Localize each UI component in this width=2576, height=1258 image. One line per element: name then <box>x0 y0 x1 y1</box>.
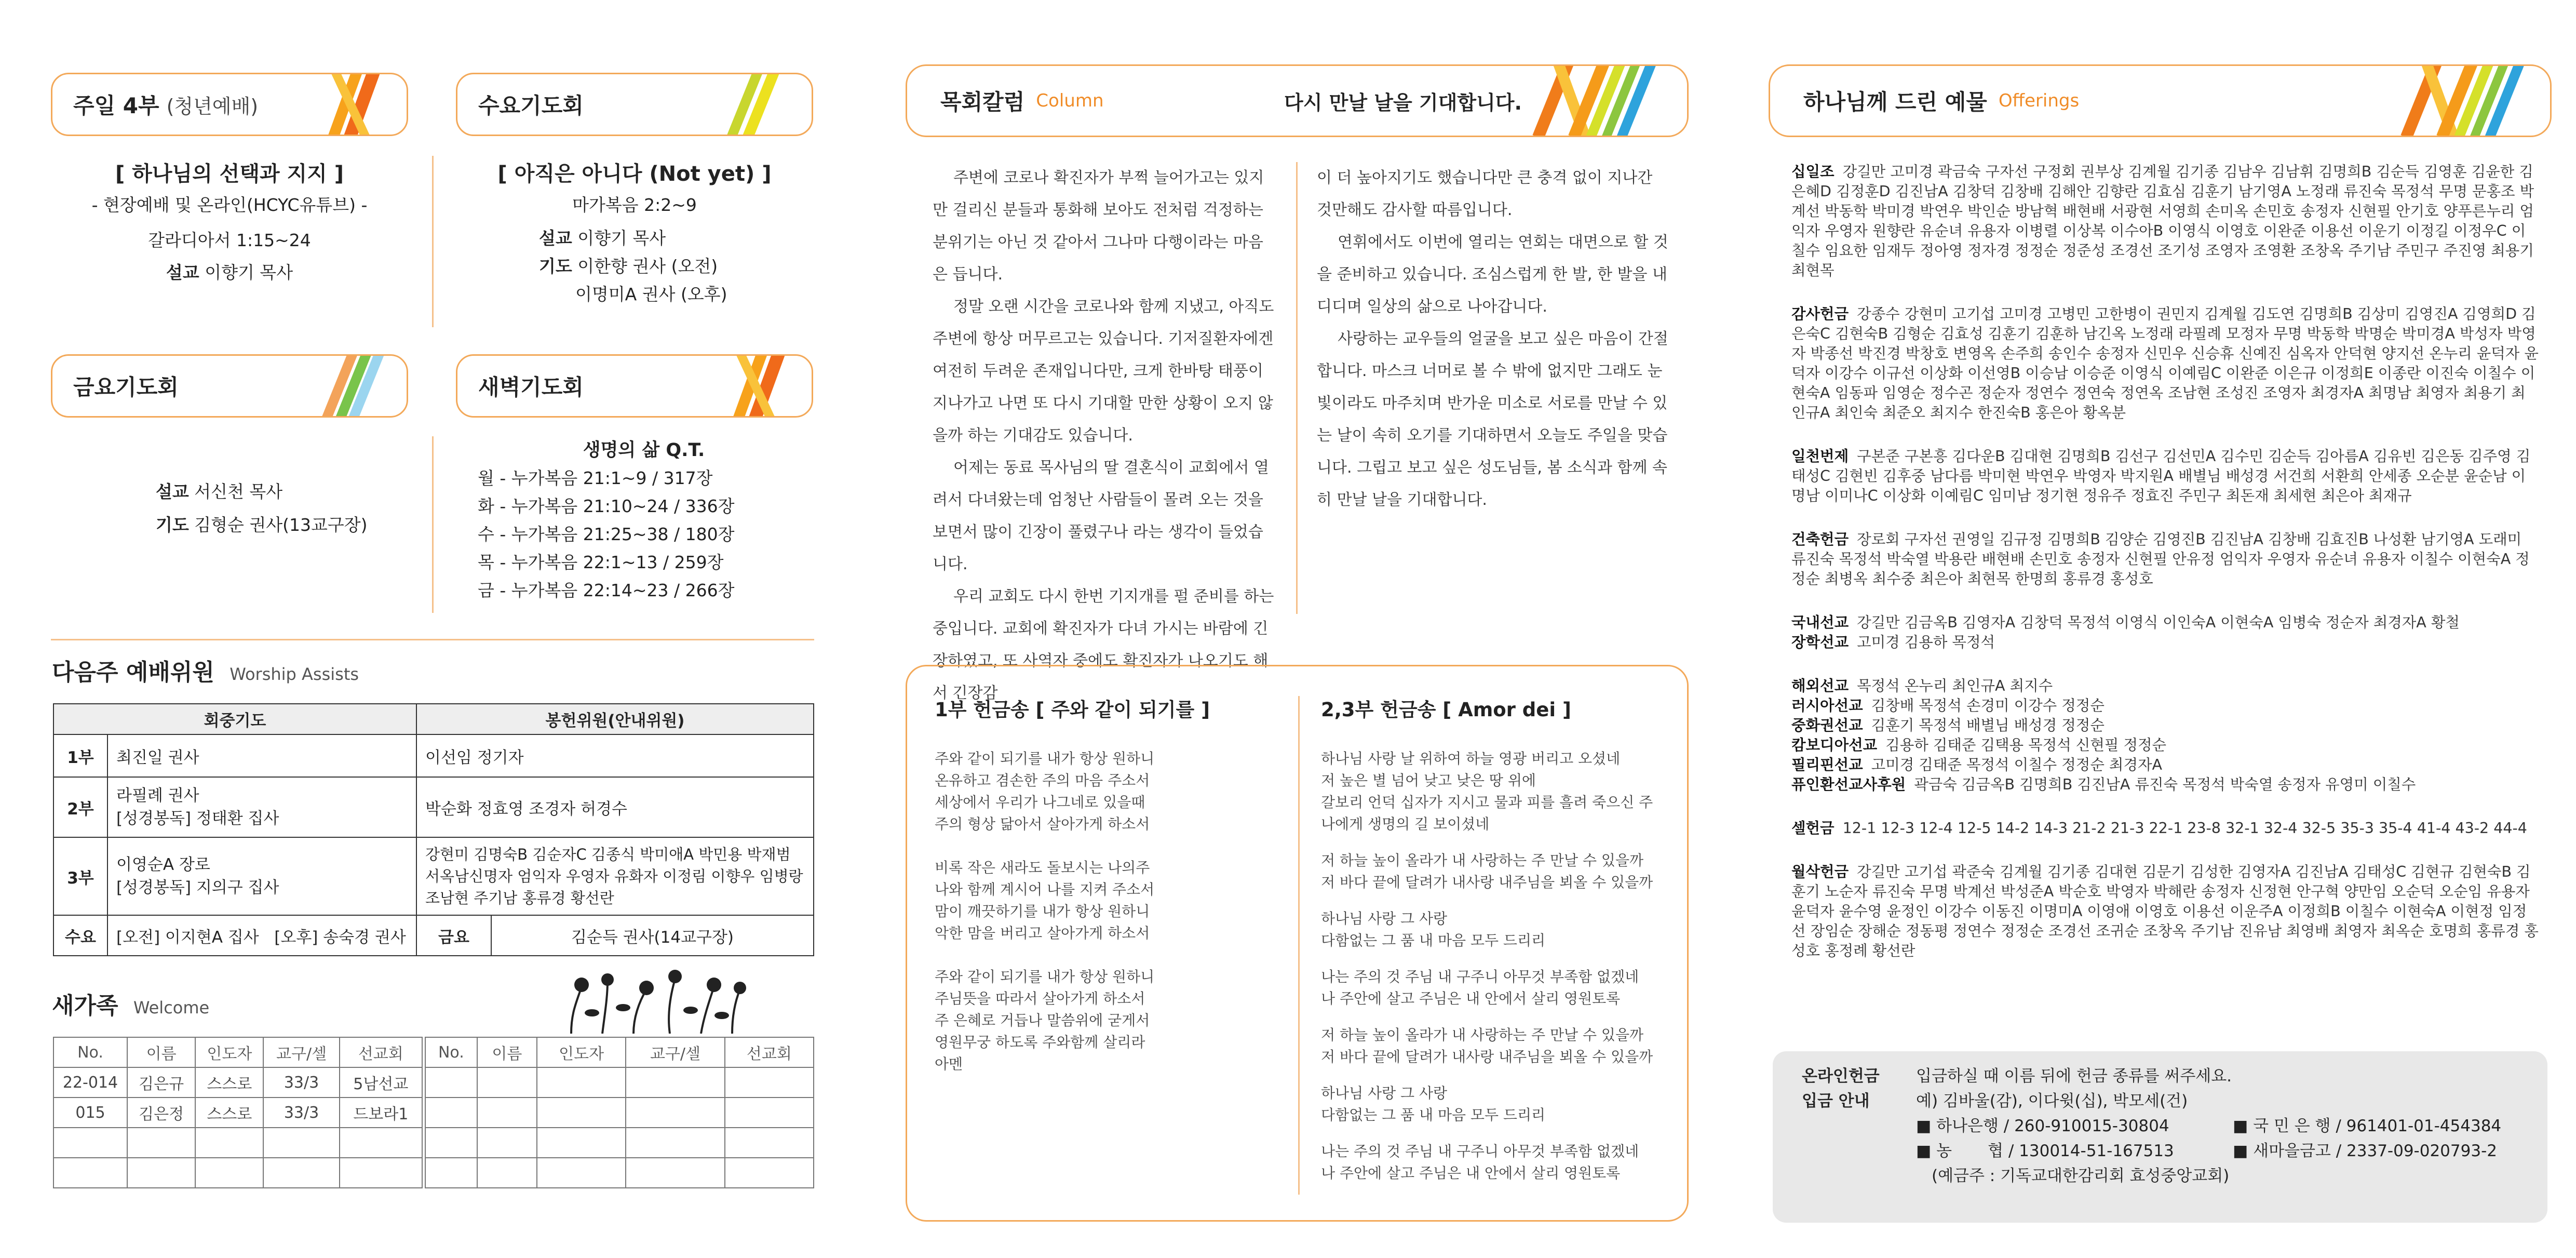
table-row <box>53 837 814 915</box>
divider <box>432 436 434 613</box>
paragraph: 어제는 동료 목사님의 딸 결혼식이 교회에서 열려서 다녀왔는데 엄청난 사람들이 몰려 오는 것을 보면서 많이 긴장이 풀렸구나 라는 생각이 들었습니다. <box>933 459 1269 573</box>
offering-names: 목정석 온누리 최인규A 최지수 <box>1857 677 2053 694</box>
stripe-decoration-icon <box>2384 66 2540 136</box>
col-mission: 선교회 <box>725 1037 814 1067</box>
wed-header <box>456 73 813 136</box>
table-row <box>53 1067 422 1098</box>
offering-names: 강종수 강현미 고기섭 고미경 고병민 고한병이 권민지 김계월 김도연 김명희B 김상미 김영진A 김영희D 김은숙C 김현숙B 김형순 김효성 김훈기 김훈하 남긴옥 노정래 라필례 모정자 무명 박동학 박명순 박미경A 박성자 박영자 박종선 박진경 박창호 변영옥 손주희 송인수 송정자 신민우 신승휴 신예진 심옥자 안덕현 양지선 온누리 윤덕자 윤덕자 이강수 이규선 이상화 이선영B 이승남 이승준 이영식 이예림C 이완준 이은규 이정희E 이종란 이진숙 이칠수 이현숙A 임동파 임영순 정수곤 정순자 정연수 정연숙 정연옥 조남현 조성진 조영자 최경자A 최명남 최영자 최용기 최인규A 최인숙 최준오 최지수 한진숙B 홍은아 황옥분 <box>1791 305 2539 421</box>
paragraph: 주변에 코로나 확진자가 부쩍 늘어가고는 있지만 걸리신 분들과 통화해 보아도 전처럼 걱정하는 분위기는 아닌 것 같아서 그나마 다행이라는 마음은 듭니다. <box>933 169 1264 284</box>
wed-pray1: 이한향 권사 (오전) <box>577 256 718 276</box>
paragraph: 사랑하는 교우들의 얼굴을 보고 싶은 마음이 간절합니다. 마스크 너머로 볼 수 밖에 없지만 그래도 눈빛이라도 마주치며 반가운 미소로 서로를 만날 수 있는 날이 속히 오기를 기대하면서 오늘도 주일을 맞습니다. 그립고 보고 싶은 성도님들, 봄 소식과 함께 속히 만날 날을 기대합니다. <box>1317 330 1668 509</box>
column-en: Column <box>1036 90 1104 111</box>
hymn-verse: 나는 주의 것 주님 내 구주니 아무것 부족함 없겠네 나 주안에 살고 주님은 내 안에서 살리 영원토록 <box>1321 968 1639 1007</box>
part-cell: 1부 <box>53 734 107 777</box>
table-row <box>425 1128 814 1158</box>
welcome-table-right <box>425 1037 814 1188</box>
lead-cell: 라필례 권사 [성경봉독] 정태환 집사 <box>107 777 416 837</box>
qt-line: 금 - 누가복음 22:14~23 / 266장 <box>478 580 735 600</box>
part-cell: 2부 <box>53 777 107 837</box>
offerings-title: 하나님께 드린 예물 <box>1803 89 1987 115</box>
qt-line: 수 - 누가복음 21:25~38 / 180장 <box>478 524 735 544</box>
offering-item <box>1791 304 2539 423</box>
qt-line: 목 - 누가복음 22:1~13 / 259장 <box>478 552 724 572</box>
wed-cell-label: 수요 <box>53 915 107 956</box>
offer-cell: 강현미 김명숙B 김순자C 김종식 박미애A 박민용 박재범 서옥남신명자 엄익자 우영자 유화자 이정림 이향우 임병랑 조남현 주기남 홍류경 황선란 <box>416 837 814 915</box>
cell: 015 <box>53 1098 127 1128</box>
hymn-verse: 나는 주의 것 주님 내 구주니 아무것 부족함 없겠네 나 주안에 살고 주님은 내 안에서 살리 영원토록 <box>1321 1143 1639 1182</box>
table-row <box>425 1067 814 1098</box>
hymn-verse: 저 하늘 높이 올라가 내 사랑하는 주 만날 수 있을까 저 바다 끝에 달려가 내사랑 내주님을 뵈올 수 있을까 <box>1321 1026 1653 1065</box>
col-cell: 교구/셀 <box>263 1037 339 1067</box>
cell: 스스로 <box>195 1067 263 1098</box>
offering-kind: 십일조 <box>1791 163 1835 180</box>
hymn-verse: 비록 작은 새라도 돌보시는 나의주 나와 함께 계시어 나를 지켜 주소서 맘이 깨끗하기를 내가 항상 원하니 악한 맘을 버리고 살아가게 하소서 <box>935 859 1155 942</box>
qt-line: 화 - 누가복음 21:10~24 / 336장 <box>478 496 735 516</box>
offerings-list <box>1791 162 2539 985</box>
offer-cell: 박순화 정효영 조경자 허경수 <box>416 777 814 837</box>
cell: 김은규 <box>127 1067 195 1098</box>
wed-cell: [오전] 이지현A 집사 [오후] 송숙경 권사 <box>107 915 416 956</box>
fri-preacher: 서신천 목사 <box>194 481 283 502</box>
offering-names: 강길만 고기섭 곽준숙 김계월 김기종 김대현 김문기 김성한 김영자A 김진남A 김태성C 김현규 김현숙B 김훈기 노순자 류진숙 무명 박계선 박성준A 박순호 박영자 박해란 송정자 신정현 안구혁 양만임 오순덕 오순임 유용자 윤덕자 윤수영 윤정인 이강수 이동진 이명미A 이영애 이영호 이용선 이운주A 이정희B 이칠수 이현숙A 이현정 임정선 장임순 장해순 정동평 정연수 정정순 조경선 조귀순 조창옥 주기남 진유남 최영배 최영자 최옥순 호명희 홍류경 홍성호 홍정례 황선란 <box>1791 863 2539 959</box>
table-row <box>53 734 814 777</box>
assists-title: 다음주 예배위원 <box>52 659 214 686</box>
offering-kind: 국내선교 <box>1791 614 1849 631</box>
fri-title: 금요기도회 <box>73 374 179 400</box>
offering-item <box>1791 613 2539 652</box>
column-title: 목회칼럼 <box>940 89 1025 115</box>
offering-item <box>1791 530 2539 589</box>
offering-kind: 러시아선교 <box>1791 697 1863 714</box>
wed-title: 수요기도회 <box>478 93 584 118</box>
assists-heading <box>52 653 359 687</box>
paragraph: 이 더 높아지기도 했습니다만 큰 충격 없이 지나간 것만해도 감사할 따름입니다. <box>1317 169 1653 219</box>
hymn1 <box>935 694 1288 1097</box>
cell: 스스로 <box>195 1098 263 1128</box>
welcome-heading <box>52 987 209 1020</box>
online-offering-info <box>1802 1064 2539 1188</box>
flowers-icon <box>556 966 753 1034</box>
offering-kind: 일천번제 <box>1791 448 1849 465</box>
divider <box>432 156 434 327</box>
divider <box>51 639 814 640</box>
offering-item <box>1791 447 2539 506</box>
offering-kind: 월삭헌금 <box>1791 863 1849 880</box>
col-guide: 인도자 <box>537 1037 626 1067</box>
lead-cell: 이영순A 장로 [성경봉독] 지의구 집사 <box>107 837 416 915</box>
sunday4-scripture: 갈라디아서 1:15~24 <box>148 230 311 250</box>
offering-names: 김훈기 목정석 배별님 배성경 정정순 <box>1871 717 2105 734</box>
offering-names: 고미경 김용하 목정석 <box>1857 634 1995 651</box>
fri-cell-label: 금요 <box>416 915 491 956</box>
bank-account: ■ 농 협 / 130014-51-167513 <box>1916 1142 2174 1160</box>
offering-kind: 해외선교 <box>1791 677 1849 694</box>
offering-item <box>1791 676 2539 795</box>
divider <box>1298 696 1300 1195</box>
table-row <box>53 777 814 837</box>
offering-item <box>1791 819 2539 838</box>
paragraph: 연휘에서도 이번에 열리는 연회는 대면으로 할 것을 준비하고 있습니다. 조심스럽게 한 발, 한 발을 내디디며 일상의 삶으로 나아갑니다. <box>1317 233 1668 316</box>
offering-kind: 필리핀선교 <box>1791 756 1863 773</box>
cell: 김은정 <box>127 1098 195 1128</box>
hymn-verse: 하나님 사랑 날 위하여 하늘 영광 버리고 오셨네 저 높은 별 넘어 낮고 낮은 땅 위에 갈보리 언덕 십자가 지시고 물과 피를 흘려 죽으신 주 나에게 생명의 길 보이셨네 <box>1321 750 1653 833</box>
offering-kind: 캄보디아선교 <box>1791 737 1878 754</box>
sunday4-sub: (청년예배) <box>166 95 259 118</box>
online-label: 온라인헌금 <box>1802 1067 1880 1086</box>
offering-names: 구본준 구본흥 김다운B 김대현 김명희B 김선구 김선민A 김수민 김순득 김아름A 김유빈 김은동 김주영 김태성C 김현빈 김후중 남다름 박미현 박연우 박영자 박지원A 배별님 배성경 서건희 서환희 안세종 오순분 윤순남 이명남 이미나C 이상화 이예림C 임미남 정기현 정유주 정효진 주민구 최돈재 최세현 최은아 최재규 <box>1791 448 2531 504</box>
bank-account: ■ 새마을금고 / 2337-09-020793-2 <box>2233 1142 2497 1160</box>
offering-names: 곽금숙 김금옥B 김명희B 김진남A 류진숙 목정석 박숙열 송정자 유영미 이칠수 <box>1914 776 2416 793</box>
col-no: No. <box>53 1037 127 1067</box>
welcome-table-left <box>53 1037 423 1188</box>
part-cell: 3부 <box>53 837 107 915</box>
offerings-en: Offerings <box>1998 90 2080 111</box>
offering-kind: 감사헌금 <box>1791 305 1849 323</box>
column-text-right <box>1317 162 1670 516</box>
dawn-body <box>478 436 810 605</box>
offering-kind: 장학선교 <box>1791 634 1849 651</box>
offering-names: 김용하 김태준 김택용 목정석 신현필 정정순 <box>1885 737 2167 754</box>
col-guide: 인도자 <box>195 1037 263 1067</box>
stripe-decoration-icon <box>318 74 391 135</box>
assists-h1: 회중기도 <box>53 704 416 734</box>
cell: 드보라1 <box>340 1098 422 1128</box>
offering-item <box>1791 162 2539 280</box>
hymn-verse: 저 하늘 높이 올라가 내 사랑하는 주 만날 수 있을까 저 바다 끝에 달려가 내사랑 내주님을 뵈올 수 있을까 <box>1321 852 1653 891</box>
col-name: 이름 <box>127 1037 195 1067</box>
col-cell: 교구/셀 <box>626 1037 725 1067</box>
welcome-title: 새가족 <box>52 993 118 1019</box>
offering-names: 김창배 목정석 손경미 이강수 정정순 <box>1871 697 2105 714</box>
table-row <box>425 1158 814 1188</box>
offering-names: 12-1 12-3 12-4 12-5 14-2 14-3 21-2 21-3 22-1 23-8 32-1 32-4 32-5 35-3 35-4 41-4 43-2 44-4 <box>1842 820 2527 837</box>
divider <box>1296 162 1298 614</box>
offering-names: 강길만 고미경 곽금숙 구자선 구정회 권부상 김계월 김기종 김남우 김남휘 김명희B 김순득 김영훈 김윤한 김은혜D 김정훈D 김진남A 김창덕 김창배 김해안 김향란 김효심 김훈기 남기영A 노정래 류진숙 목정석 무명 문홍조 박계선 박동학 박미경 박연우 박인순 방남혁 배현배 서광현 서영희 손미옥 손민호 송정자 신현필 안기호 양푸른누리 엄익자 우영자 원향란 유순녀 유용자 이병렬 이상복 이수아B 이영식 이영호 이완준 이용선 이운기 이정길 이정우C 이칠수 임요한 임재두 정아영 정자경 정정순 정준성 조경선 조기성 조영자 조영환 조창옥 주기남 주민구 주진영 최용기 최현목 <box>1791 163 2534 279</box>
fri-preach-label: 설교 <box>156 481 189 502</box>
table-row <box>53 1128 422 1158</box>
online-text: 입금하실 때 이름 뒤에 헌금 종류를 써주세요. <box>1916 1067 2232 1086</box>
hymn-verse: 주와 같이 되기를 내가 항상 원하니 온유하고 겸손한 주의 마음 주소서 세상에서 우리가 나그네로 있을때 주의 형상 닮아서 살아가게 하소서 <box>935 750 1155 833</box>
stripe-decoration-icon <box>1510 66 1677 136</box>
sunday4-title: 주일 4부 <box>73 93 159 118</box>
table-row <box>53 1158 422 1188</box>
lead-cell: 최진일 권사 <box>107 734 416 777</box>
fri-cell: 김순득 권사(14교구장) <box>491 915 814 956</box>
wed-pray-label: 기도 <box>539 256 572 276</box>
sunday4-topic: [ 하나님의 선택과 지지 ] <box>115 162 344 186</box>
hymn-verse: 하나님 사랑 그 사랑 다함없는 그 품 내 마음 모두 드리리 <box>1321 910 1546 949</box>
hymn-verse: 하나님 사랑 그 사랑 다함없는 그 품 내 마음 모두 드리리 <box>1321 1085 1546 1123</box>
qt-line: 월 - 누가복음 21:1~9 / 317장 <box>478 468 713 488</box>
wed-preach-label: 설교 <box>539 228 572 248</box>
offering-kind: 건축헌금 <box>1791 531 1849 548</box>
offering-kind: 셀헌금 <box>1791 820 1835 837</box>
offering-names: 장로회 구자선 권영일 김규정 김명희B 김양순 김영진B 김진남A 김창배 김효진B 나성환 남기영A 도래미 류진숙 목정석 박숙열 박용란 배현배 손민호 송정자 신현필 안유정 엄익자 우영자 유순녀 유용자 이칠수 이현숙A 정정순 최병옥 최수중 최은아 최현목 한명희 홍류경 홍성호 <box>1791 531 2530 587</box>
cell: 33/3 <box>263 1098 339 1128</box>
offerings-header <box>1769 64 2552 137</box>
column-text-left <box>933 162 1277 710</box>
wed-topic: [ 아직은 아니다 (Not yet) ] <box>497 162 772 186</box>
table-row <box>53 915 814 956</box>
wed-body <box>456 157 813 309</box>
hymn2 <box>1321 694 1679 1184</box>
dawn-title: 새벽기도회 <box>478 374 584 400</box>
cell: 22-014 <box>53 1067 127 1098</box>
wed-preacher: 이향기 목사 <box>577 228 666 248</box>
offering-names: 고미경 김태준 목정석 이칠수 정정순 최경자A <box>1871 756 2163 773</box>
column-headline: 다시 만날 날을 기대합니다. <box>1284 91 1522 114</box>
account-holder: (예금주 : 기독교대한감리회 효성중앙교회) <box>1932 1167 2230 1185</box>
stripe-decoration-icon <box>723 74 796 135</box>
assists-h2: 봉헌위원(안내위원) <box>416 704 814 734</box>
table-row <box>53 1098 422 1128</box>
bank-account: ■ 국 민 은 행 / 961401-01-454384 <box>2233 1117 2502 1135</box>
assists-en: Worship Assists <box>230 664 359 684</box>
col-mission: 선교회 <box>340 1037 422 1067</box>
qt-title: 생명의 삶 Q.T. <box>583 440 705 461</box>
cell: 33/3 <box>263 1067 339 1098</box>
col-no: No. <box>425 1037 477 1067</box>
stripe-decoration-icon <box>723 356 796 416</box>
paragraph: 우리 교회도 다시 한번 기지개를 펄 준비를 하는 중입니다. 교회에 확진자가 다녀 가시는 바람에 긴장하였고, 또 사역자 중에도 확진자가 나오기도 해서 긴장감 <box>933 587 1274 702</box>
hymn-verse: 주와 같이 되기를 내가 항상 원하니 주님뜻을 따라서 살아가게 하소서 주 은혜로 거듭나 말씀위에 굳게서 영원무궁 하도록 주와함께 살리라 아멘 <box>935 968 1155 1073</box>
column-header <box>906 64 1689 137</box>
stripe-decoration-icon <box>318 356 391 416</box>
offering-kind: 중화권선교 <box>1791 717 1863 734</box>
fri-pray-label: 기도 <box>156 515 189 535</box>
wed-pray2: 이명미A 권사 (오후) <box>575 284 727 304</box>
welcome-en: Welcome <box>133 998 210 1018</box>
preach-label: 설교 <box>166 262 199 283</box>
deposit-example: 예) 김바울(감), 이다윗(십), 박모세(건) <box>1916 1092 2188 1110</box>
offering-kind: 퓨인환선교사후원 <box>1791 776 1906 793</box>
assists-table <box>53 703 814 956</box>
cell: 5남선교 <box>340 1067 422 1098</box>
hymn2-title: 2,3부 헌금송 [ Amor dei ] <box>1321 699 1571 721</box>
sunday4-body <box>51 157 408 287</box>
deposit-label: 입금 안내 <box>1802 1092 1870 1110</box>
hymn1-title: 1부 헌금송 [ 주와 같이 되기를 ] <box>935 699 1210 721</box>
fri-prayer: 김형순 권사(13교구장) <box>194 515 368 535</box>
fri-header <box>51 354 408 418</box>
paragraph: 정말 오랜 시간을 코로나와 함께 지냈고, 아직도 주변에 항상 머무르고는 있습니다. 기저질환자에겐 여전히 두려운 존재입니다만, 크게 한바탕 태풍이 지나가고 나면 또 다시 기대할 만한 상황이 오지 않을까 하는 기대감도 있습니다. <box>933 298 1274 445</box>
wed-scripture: 마가복음 2:2~9 <box>572 195 697 215</box>
offering-item <box>1791 862 2539 961</box>
dawn-header <box>456 354 813 418</box>
offer-cell: 이선임 정기자 <box>416 734 814 777</box>
bank-account: ■ 하나은행 / 260-910015-30804 <box>1916 1117 2169 1135</box>
sunday4-preacher: 이향기 목사 <box>205 262 293 283</box>
sunday4-note: - 현장예배 및 온라인(HCYC유튜브) - <box>91 195 368 215</box>
col-name: 이름 <box>477 1037 537 1067</box>
table-row <box>425 1098 814 1128</box>
offering-names: 강길만 김금옥B 김영자A 김창덕 목정석 이영식 이인숙A 이현숙A 임병숙 정순자 최경자A 황철 <box>1857 614 2460 631</box>
fri-body <box>156 478 405 539</box>
sunday4-header <box>51 73 408 136</box>
